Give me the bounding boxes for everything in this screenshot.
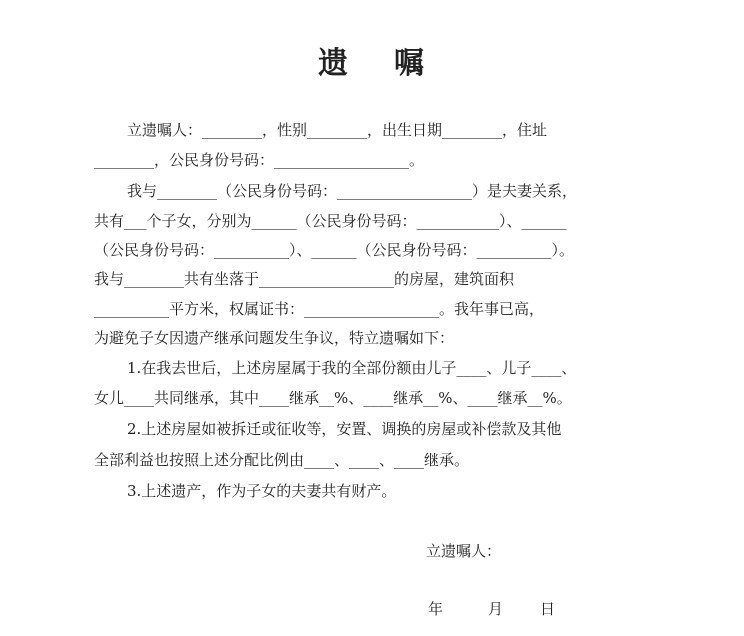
clause-2-cont-line: 全部利益也按照上述分配比例由____、____、____继承。 — [94, 451, 470, 469]
children-id-line: （公民身份号码：__________）、______（公民身份号码：__________）。 — [94, 241, 575, 259]
date-month: 月 — [488, 600, 504, 618]
property-line: 我与________共有坐落于__________________的房屋，建筑面积 — [94, 270, 515, 288]
document-title — [0, 38, 744, 82]
area-certificate-line: __________平方米，权属证书：__________________。我年事已高， — [94, 300, 545, 318]
date-year: 年 — [428, 600, 444, 618]
title-char-left: 遗 — [318, 46, 350, 81]
address-id-line: ________，公民身份号码：__________________。 — [94, 151, 425, 169]
clause-1-line: 1.在我去世后，上述房屋属于我的全部份额由儿子____、儿子____、 — [127, 359, 577, 377]
clause-1-shares-line: 女儿____共同继承，其中____继承__%、____继承__%、____继承__%。 — [94, 389, 572, 407]
spouse-line: 我与________（公民身份号码：__________________）是夫妻关系， — [127, 182, 578, 200]
children-line: 共有___个子女，分别为______（公民身份号码：___________）、______ — [94, 212, 567, 230]
testator-info-line: 立遗嘱人：________，性别________，出生日期________，住址 — [127, 121, 548, 139]
clause-2-line: 2.上述房屋如被拆迁或征收等，安置、调换的房屋或补偿款及其他 — [127, 420, 562, 438]
purpose-line: 为避免子女因遗产继承问题发生争议，特立遗嘱如下： — [94, 329, 455, 347]
clause-3-line: 3.上述遗产，作为子女的夫妻共有财产。 — [127, 482, 397, 500]
title-char-right: 嘱 — [394, 46, 426, 81]
date-day: 日 — [540, 600, 556, 618]
signature-label: 立遗嘱人： — [426, 542, 502, 560]
